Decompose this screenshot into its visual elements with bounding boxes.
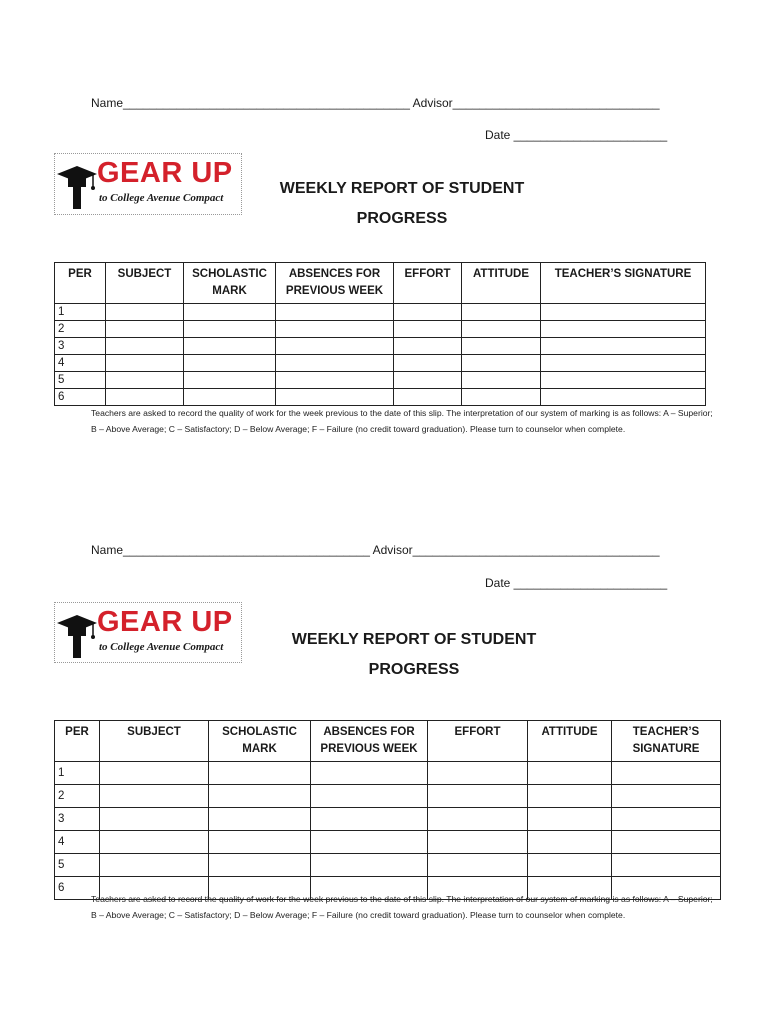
header-teacher-signature: TEACHER’S SIGNATURE — [612, 721, 721, 762]
absences-cell[interactable] — [276, 304, 394, 321]
title-line-2: PROGRESS — [356, 210, 448, 227]
table-row — [55, 389, 706, 406]
period-number: 2 — [55, 785, 100, 808]
subject-cell[interactable] — [106, 338, 184, 355]
absences-cell[interactable] — [276, 321, 394, 338]
table-row — [55, 338, 706, 355]
attitude-cell[interactable] — [462, 372, 541, 389]
period-number: 5 — [55, 854, 100, 877]
subject-cell[interactable] — [106, 372, 184, 389]
period-number: 6 — [55, 389, 106, 406]
grades-table — [54, 262, 706, 406]
period-number: 1 — [55, 304, 106, 321]
effort-cell[interactable] — [394, 389, 462, 406]
period-number: 6 — [55, 877, 100, 900]
header-absences: ABSENCES FOR PREVIOUS WEEK — [311, 721, 428, 762]
absences-cell[interactable] — [276, 372, 394, 389]
table-row — [55, 785, 721, 808]
header-effort: EFFORT — [428, 721, 528, 762]
period-number: 4 — [55, 355, 106, 372]
attitude-cell[interactable] — [462, 389, 541, 406]
period-number: 5 — [55, 372, 106, 389]
header-teacher-signature: TEACHER’S SIGNATURE — [541, 263, 706, 304]
name-advisor-line[interactable]: Name___________________________________________ Advisor_______________________________ — [91, 96, 660, 110]
header-attitude: ATTITUDE — [528, 721, 612, 762]
table-row — [55, 808, 721, 831]
signature-cell[interactable] — [541, 304, 706, 321]
subject-cell[interactable] — [100, 808, 209, 831]
header-scholastic-mark: SCHOLASTIC MARK — [184, 263, 276, 304]
header-effort: EFFORT — [394, 263, 462, 304]
table-header-row — [55, 263, 706, 304]
subject-cell[interactable] — [106, 304, 184, 321]
header-attitude: ATTITUDE — [462, 263, 541, 304]
header-per: PER — [55, 721, 100, 762]
title-line-1: WEEKLY REPORT OF STUDENT — [291, 631, 537, 648]
header-absences: ABSENCES FOR PREVIOUS WEEK — [276, 263, 394, 304]
effort-cell[interactable] — [428, 762, 528, 785]
gear-up-logo — [54, 153, 242, 215]
absences-cell[interactable] — [311, 831, 428, 854]
header-subject: SUBJECT — [106, 263, 184, 304]
table-row — [55, 762, 721, 785]
subject-cell[interactable] — [106, 355, 184, 372]
effort-cell[interactable] — [394, 372, 462, 389]
subject-cell[interactable] — [100, 785, 209, 808]
table-row — [55, 854, 721, 877]
signature-cell[interactable] — [612, 785, 721, 808]
absences-cell[interactable] — [276, 338, 394, 355]
mark-cell[interactable] — [184, 321, 276, 338]
mark-cell[interactable] — [184, 389, 276, 406]
table-header-row — [55, 721, 721, 762]
table-row — [55, 321, 706, 338]
grading-note: Teachers are asked to record the quality of work for the week previous to the date of this slip. The interpretation of our system of marking is as follows: A – Superior; B – Above Average; C – Satisfactory; D – Below Average; F – Failure (no credit toward graduation). Please turn to counselor when complete. — [91, 894, 713, 920]
title-line-1: WEEKLY REPORT OF STUDENT — [279, 180, 525, 197]
mark-cell[interactable] — [209, 785, 311, 808]
signature-cell[interactable] — [612, 762, 721, 785]
logo-tagline-text: to College Avenue Compact — [99, 641, 224, 653]
mark-cell[interactable] — [209, 854, 311, 877]
signature-cell[interactable] — [541, 389, 706, 406]
subject-cell[interactable] — [100, 831, 209, 854]
absences-cell[interactable] — [276, 389, 394, 406]
effort-cell[interactable] — [428, 854, 528, 877]
period-number: 3 — [55, 338, 106, 355]
logo-brand-text: GEAR UP — [97, 157, 233, 189]
signature-cell[interactable] — [541, 338, 706, 355]
logo-brand-text: GEAR UP — [97, 606, 233, 638]
header-scholastic-mark: SCHOLASTIC MARK — [209, 721, 311, 762]
signature-cell[interactable] — [541, 372, 706, 389]
date-line[interactable]: Date _______________________ — [485, 128, 668, 142]
absences-cell[interactable] — [311, 854, 428, 877]
absences-cell[interactable] — [311, 808, 428, 831]
gear-up-logo — [54, 602, 242, 663]
period-number: 2 — [55, 321, 106, 338]
logo-tagline-text: to College Avenue Compact — [99, 192, 224, 204]
effort-cell[interactable] — [394, 304, 462, 321]
subject-cell[interactable] — [106, 389, 184, 406]
table-row — [55, 355, 706, 372]
attitude-cell[interactable] — [528, 854, 612, 877]
signature-cell[interactable] — [612, 831, 721, 854]
table-row — [55, 372, 706, 389]
title-line-2: PROGRESS — [368, 661, 460, 678]
effort-cell[interactable] — [428, 831, 528, 854]
report-title — [252, 625, 576, 685]
signature-cell[interactable] — [541, 321, 706, 338]
period-number: 3 — [55, 808, 100, 831]
effort-cell[interactable] — [394, 355, 462, 372]
mark-cell[interactable] — [184, 372, 276, 389]
date-line[interactable]: Date _______________________ — [485, 576, 668, 590]
mark-cell[interactable] — [209, 808, 311, 831]
signature-cell[interactable] — [541, 355, 706, 372]
mark-cell[interactable] — [184, 304, 276, 321]
subject-cell[interactable] — [106, 321, 184, 338]
header-subject: SUBJECT — [100, 721, 209, 762]
grades-table — [54, 720, 721, 900]
header-per: PER — [55, 263, 106, 304]
attitude-cell[interactable] — [528, 808, 612, 831]
signature-cell[interactable] — [612, 854, 721, 877]
absences-cell[interactable] — [311, 762, 428, 785]
effort-cell[interactable] — [394, 338, 462, 355]
effort-cell[interactable] — [428, 785, 528, 808]
effort-cell[interactable] — [394, 321, 462, 338]
effort-cell[interactable] — [428, 808, 528, 831]
attitude-cell[interactable] — [462, 321, 541, 338]
name-advisor-line[interactable]: Name_____________________________________ Advisor_____________________________________ — [91, 543, 660, 557]
attitude-cell[interactable] — [528, 831, 612, 854]
attitude-cell[interactable] — [462, 355, 541, 372]
subject-cell[interactable] — [100, 762, 209, 785]
grading-note: Teachers are asked to record the quality of work for the week previous to the date of this slip. The interpretation of our system of marking is as follows: A – Superior; B – Above Average; C – Satisfactory; D – Below Average; F – Failure (no credit toward graduation). Please turn to counselor when complete. — [91, 408, 713, 434]
absences-cell[interactable] — [276, 355, 394, 372]
mark-cell[interactable] — [184, 355, 276, 372]
period-number: 4 — [55, 831, 100, 854]
signature-cell[interactable] — [612, 808, 721, 831]
attitude-cell[interactable] — [462, 304, 541, 321]
table-row — [55, 304, 706, 321]
report-title — [240, 174, 564, 234]
period-number: 1 — [55, 762, 100, 785]
mark-cell[interactable] — [209, 762, 311, 785]
subject-cell[interactable] — [100, 854, 209, 877]
table-row — [55, 831, 721, 854]
attitude-cell[interactable] — [528, 762, 612, 785]
mark-cell[interactable] — [184, 338, 276, 355]
attitude-cell[interactable] — [462, 338, 541, 355]
attitude-cell[interactable] — [528, 785, 612, 808]
absences-cell[interactable] — [311, 785, 428, 808]
mark-cell[interactable] — [209, 831, 311, 854]
